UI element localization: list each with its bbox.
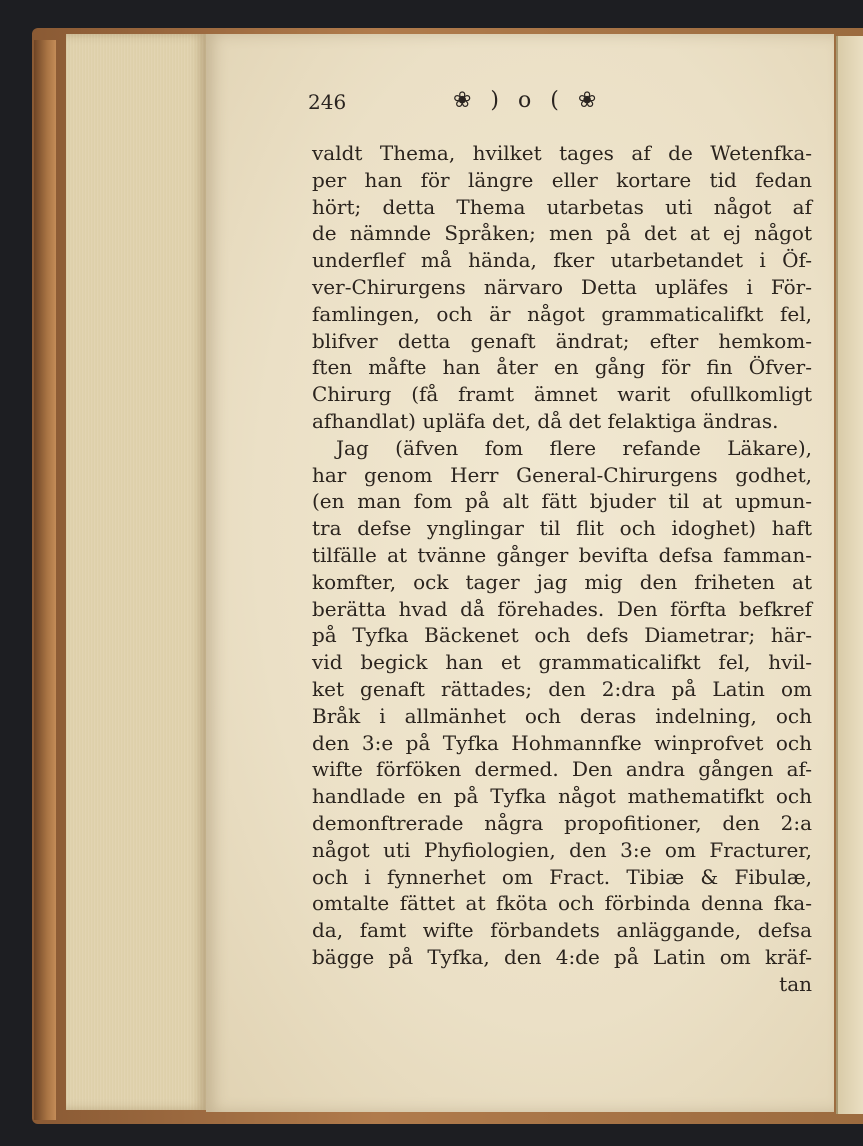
text-line: Jag (äfven fom flere refande Läkare),: [336, 435, 812, 460]
text-line: bägge på Tyfka, den 4:de på Latin om kräf-: [312, 944, 812, 969]
book-spine-edge: [34, 40, 56, 1120]
text-line: komfter, ock tager jag mig den friheten at: [312, 569, 812, 594]
text-line: och i fynnerhet om Fract. Tibiæ & Fibulæ,: [312, 864, 812, 889]
text-line: på Tyfka Bäckenet och defs Diametrar; här-: [312, 623, 812, 648]
text-line: blifver detta genaft ändrat; efter hemkom-: [312, 328, 812, 353]
page-stack: [66, 34, 206, 1110]
text-line: demonftrerade några propofitioner, den 2:a: [312, 810, 812, 835]
text-line: berätta hvad då förehades. Den förfta befkref: [312, 596, 812, 621]
text-line: wifte förföken dermed. Den andra gången af-: [312, 757, 812, 782]
text-line: (en man fom på alt fätt bjuder til at upmun-: [312, 489, 812, 514]
page-number: 246: [308, 90, 347, 114]
text-line: något uti Phyfiologien, den 3:e om Fracturer,: [312, 837, 812, 862]
text-line: vid begick han et grammaticalifkt fel, hvil-: [312, 650, 812, 675]
text-line: ften måfte han åter en gång för fin Öfver-: [312, 355, 812, 380]
text-line: har genom Herr General-Chirurgens godhet,: [312, 462, 812, 487]
text-line: famlingen, och är något grammaticalifkt fel,: [312, 301, 812, 326]
facing-page-edge: [836, 36, 863, 1114]
text-line: tilfälle at tvänne gånger bevifta defsa famman-: [312, 542, 812, 567]
text-line: handlade en på Tyfka något mathematifkt och: [312, 784, 812, 809]
text-line: de nämnde Språken; men på det at ej något: [312, 221, 812, 246]
text-line: da, famt wifte förbandets anläggande, defsa: [312, 918, 812, 943]
text-line: ket genaft rättades; den 2:dra på Latin om: [312, 676, 812, 701]
running-header: [308, 90, 818, 122]
text-line: ver-Chirurgens närvaro Detta upläfes i För-: [312, 274, 812, 299]
text-line: Chirurg (få framt ämnet warit ofullkomligt: [312, 382, 812, 407]
body-text: [312, 140, 812, 998]
header-ornament: ❀ ) o ( ❀: [453, 88, 603, 113]
text-line: Bråk i allmänhet och deras indelning, och: [312, 703, 812, 728]
text-line: afhandlat) upläfa det, då det felaktiga ändras.: [312, 408, 779, 433]
text-line: den 3:e på Tyfka Hohmannfke winprofvet och: [312, 730, 812, 755]
catchword: tan: [779, 971, 812, 996]
text-line: hört; detta Thema utarbetas uti något af: [312, 194, 812, 219]
text-line: underflef må hända, fker utarbetandet i Öf-: [312, 248, 812, 273]
text-line: per han för längre eller kortare tid fedan: [312, 167, 812, 192]
text-line: valdt Thema, hvilket tages af de Wetenfka-: [312, 141, 812, 165]
text-line: tra defse ynglingar til flit och idoghet) haft: [312, 516, 812, 541]
text-line: omtalte fättet at fköta och förbinda denna fka-: [312, 891, 812, 916]
